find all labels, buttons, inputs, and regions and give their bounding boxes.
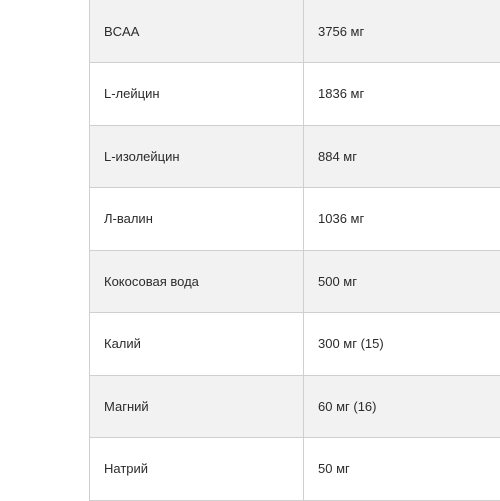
ingredient-amount: 300 мг (15) [304,313,500,376]
table-row [90,63,500,126]
ingredient-name: L-изолейцин [90,125,304,188]
ingredient-amount: 1836 мг [304,63,500,126]
ingredient-amount: 1036 мг [304,188,500,251]
ingredient-amount: 60 мг (16) [304,375,500,438]
ingredient-amount: 50 мг [304,438,500,501]
composition-table-container [89,0,500,500]
ingredient-name: Кокосовая вода [90,250,304,313]
table-row [90,0,500,63]
ingredient-name: Натрий [90,438,304,501]
ingredient-name: Калий [90,313,304,376]
table-row [90,250,500,313]
composition-table [89,0,500,501]
table-row [90,125,500,188]
ingredient-amount: 500 мг [304,250,500,313]
table-row [90,313,500,376]
ingredient-name: Магний [90,375,304,438]
ingredient-amount: 3756 мг [304,0,500,63]
table-row [90,188,500,251]
ingredient-amount: 884 мг [304,125,500,188]
ingredient-name: L-лейцин [90,63,304,126]
ingredient-name: Л-валин [90,188,304,251]
table-row [90,375,500,438]
ingredient-name: BCAA [90,0,304,63]
table-row [90,438,500,501]
